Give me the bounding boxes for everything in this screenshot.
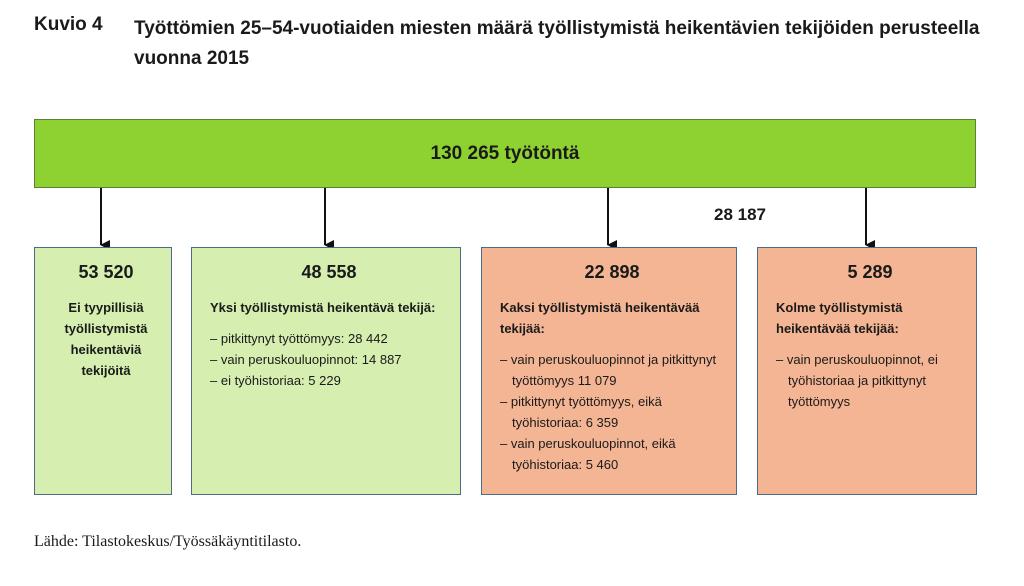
- list-item: – pitkittynyt työttömyys, eikä työhistoriaa: 6 359: [500, 391, 724, 433]
- box-no-factors: [34, 247, 172, 495]
- box-value: 5 289: [847, 262, 893, 282]
- box-heading: Kaksi työllistymistä heikentävää tekijää:: [500, 300, 700, 336]
- box-value: 48 558: [301, 262, 357, 282]
- box-value: 22 898: [584, 262, 640, 282]
- box-heading: Kolme työllistymistä heikentävää tekijää:: [776, 300, 903, 336]
- box-three-factors: [757, 247, 977, 495]
- factor-list: [210, 328, 448, 391]
- list-item: – pitkittynyt työttömyys: 28 442: [210, 328, 448, 349]
- list-item: – vain peruskouluopinnot, eikä työhistoriaa: 5 460: [500, 433, 724, 475]
- factor-list: [500, 349, 724, 475]
- figure-title: Työttömien 25–54-vuotiaiden miesten määrä työllistymistä heikentävien tekijöiden perusteella vuonna 2015: [134, 18, 980, 69]
- source-note: Lähde: Tilastokeskus/Työssäkäyntitilasto.: [34, 533, 302, 550]
- list-item: – vain peruskouluopinnot ja pitkittynyt työttömyys 11 079: [500, 349, 724, 391]
- box-heading: Yksi työllistymistä heikentävä tekijä:: [210, 300, 436, 315]
- box-two-factors: [481, 247, 737, 495]
- total-unemployed-label: 130 265 työtöntä: [430, 142, 580, 164]
- list-item: – vain peruskouluopinnot, ei työhistoriaa ja pitkittynyt työttömyys: [776, 349, 964, 412]
- list-item: – vain peruskouluopinnot: 14 887: [210, 349, 448, 370]
- box-heading: Ei tyypillisiä työllistymistä heikentäviä tekijöitä: [64, 300, 148, 378]
- multi-factor-total: 28 187: [714, 205, 766, 224]
- figure-label: Kuvio 4: [34, 14, 103, 35]
- factor-list: [776, 349, 964, 412]
- box-one-factor: [191, 247, 461, 495]
- box-value: 53 520: [78, 262, 134, 282]
- list-item: – ei työhistoriaa: 5 229: [210, 370, 448, 391]
